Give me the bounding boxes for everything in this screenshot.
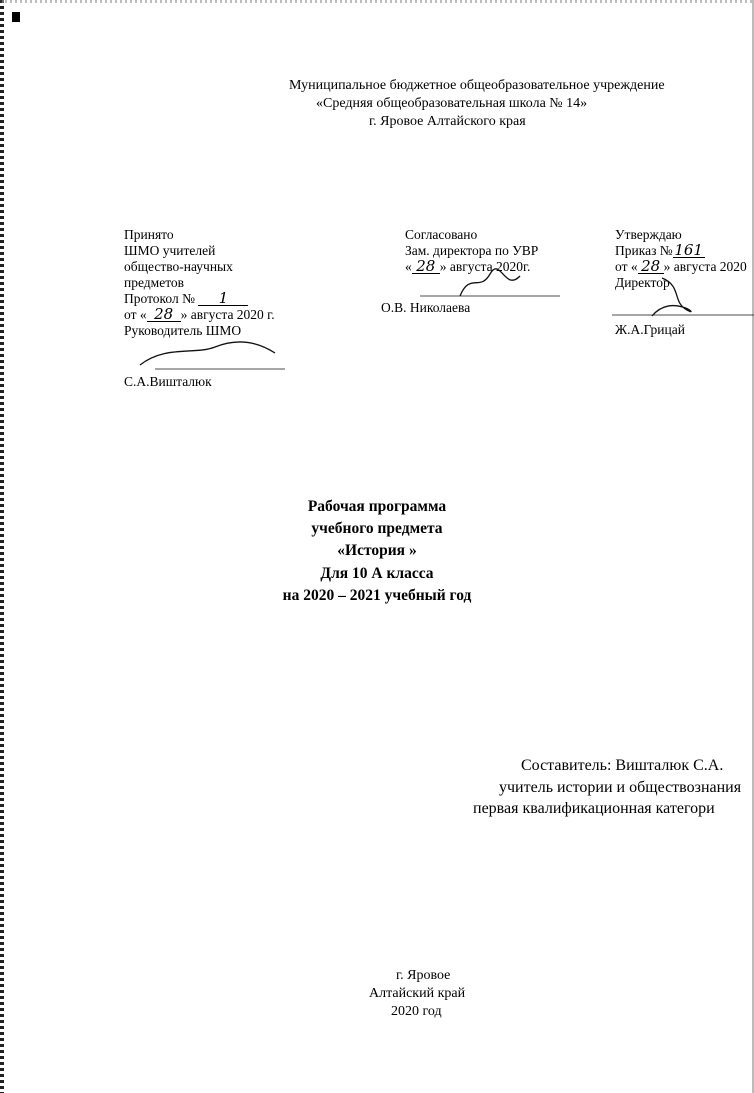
author-name: Составитель: Вишталюк С.А. bbox=[521, 757, 724, 774]
left-date bbox=[124, 307, 275, 322]
footer-year: 2020 год bbox=[391, 1004, 442, 1019]
author-category: первая квалификационная категори bbox=[473, 800, 715, 817]
left-protocol bbox=[124, 291, 248, 306]
title-year: на 2020 – 2021 учебный год bbox=[282, 587, 472, 604]
left-head: Руководитель ШМО bbox=[124, 323, 242, 338]
school-location: г. Яровое Алтайского края bbox=[369, 114, 526, 129]
title-line2: учебного предмета bbox=[311, 520, 443, 537]
middle-agreed: Согласовано bbox=[405, 227, 478, 242]
middle-name: О.В. Николаева bbox=[381, 300, 471, 315]
title-subject: «История » bbox=[337, 542, 417, 559]
scan-top-edge bbox=[0, 0, 754, 3]
author-position: учитель истории и обществознания bbox=[499, 779, 742, 796]
left-date-day: 28 bbox=[147, 308, 181, 322]
left-date-suffix: » августа 2020 г. bbox=[180, 307, 275, 322]
right-signature bbox=[612, 272, 754, 322]
right-date-day: 28 bbox=[638, 260, 664, 274]
right-name: Ж.А.Грицай bbox=[615, 322, 685, 337]
right-approve: Утверждаю bbox=[615, 227, 682, 242]
right-director: Директор bbox=[615, 275, 670, 290]
left-subjects-2: предметов bbox=[124, 275, 185, 290]
order-label: Приказ № bbox=[615, 243, 673, 258]
middle-deputy: Зам. директора по УВР bbox=[405, 243, 539, 258]
protocol-label: Протокол № bbox=[124, 291, 195, 306]
footer-region: Алтайский край bbox=[369, 986, 466, 1001]
left-signature bbox=[135, 325, 285, 375]
left-subjects: общество-научных bbox=[124, 259, 233, 274]
right-order bbox=[615, 243, 705, 258]
title-line1: Рабочая программа bbox=[307, 498, 447, 515]
protocol-number: 1 bbox=[198, 291, 248, 306]
scan-corner-mark bbox=[12, 12, 20, 22]
title-class: Для 10 А класса bbox=[320, 565, 434, 582]
left-date-prefix: от « bbox=[124, 307, 147, 322]
right-date-prefix: от « bbox=[615, 259, 638, 274]
footer-city: г. Яровое bbox=[396, 968, 451, 983]
middle-date-prefix: « bbox=[405, 259, 412, 274]
middle-date-day: 28 bbox=[412, 260, 440, 274]
right-date-suffix: » августа 2020 bbox=[663, 259, 747, 274]
left-name: С.А.Вишталюк bbox=[124, 374, 212, 389]
middle-date-suffix: » августа 2020г. bbox=[439, 259, 531, 274]
school-name-line1: Муниципальное бюджетное общеобразовательное учреждение bbox=[289, 78, 665, 93]
school-name-line2: «Средняя общеобразовательная школа № 14» bbox=[316, 96, 588, 111]
middle-signature bbox=[400, 262, 560, 302]
order-number: 161 bbox=[674, 241, 703, 259]
left-shmo: ШМО учителей bbox=[124, 243, 216, 258]
left-accepted: Принято bbox=[124, 227, 174, 242]
